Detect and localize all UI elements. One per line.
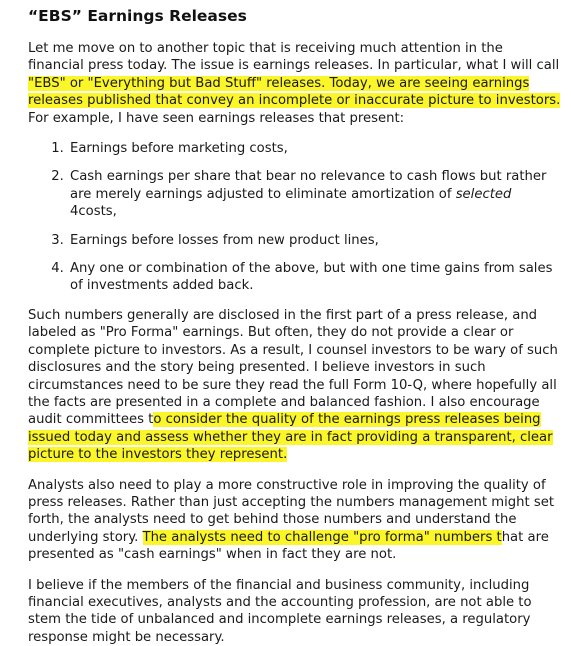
paragraph-intro-tail: For example, I have seen earnings releases that present: <box>28 110 405 126</box>
paragraph-pro-forma <box>28 307 561 464</box>
list-item-text: Earnings before marketing costs, <box>70 141 288 157</box>
paragraph-analysts <box>28 477 561 564</box>
list-item <box>68 232 561 249</box>
list-item <box>68 168 561 220</box>
list-item-text: Cash earnings per share that bear no relevance to cash flows but rather are merely earnings adjusted to eliminate amortization of <box>70 169 547 202</box>
paragraph-intro-text: Let me move on to another topic that is receiving much attention in the financial press today. The issue is earnings releases. In particular, what I will call <box>28 41 560 74</box>
highlighted-text: o consider the quality of the earnings press releases being issued today and assess whether they are in fact providing a transparent, clear picture to the investors they represent. <box>28 412 553 463</box>
list-item-text: Any one or combination of the above, but with one time gains from sales of investments added back. <box>70 261 553 294</box>
section-title: “EBS” Earnings Releases <box>28 7 247 25</box>
list-item-tail: 4costs, <box>70 204 117 220</box>
list-item <box>68 140 561 157</box>
list-item <box>68 260 561 295</box>
paragraph-intro <box>28 40 561 127</box>
list-item-text: Earnings before losses from new product lines, <box>70 232 379 248</box>
paragraph-conclusion: I believe if the members of the financial and business community, including financial executives, analysts and the accounting profession, are not able to stem the tide of unbalanced and incomplete earnings releases, a regulatory response might be necessary. <box>28 577 532 645</box>
earnings-list <box>28 140 561 295</box>
highlighted-text: "EBS" or "Everything but Bad Stuff" releases. Today, we are seeing earnings releases published that convey an incomplete or inaccurate picture to investors. <box>28 75 561 109</box>
paragraph-pro-forma-text: Such numbers generally are disclosed in the first part of a press release, and labeled as "Pro Forma" earnings. But often, they do not provide a clear or complete picture to investors. As a result, I counsel investors to be wary of such disclosures and the story being presented. I believe investors in such circumstances need to be sure they read the full Form 10-Q, where hopefully all the facts are presented in a complete and balanced fashion. I also encourage audit committees t <box>28 307 558 428</box>
list-item-emphasis: selected <box>455 186 512 202</box>
highlighted-text: The analysts need to challenge "pro forma" numbers t <box>142 529 502 545</box>
paragraph-analysts-text: Analysts also need to play a more constructive role in improving the quality of press releases. Rather than just accepting the numbers management might set forth, the analysts need to get behind those numbers and understand the underlying story. <box>28 477 554 545</box>
paragraph-analysts-tail: hat are presented as "cash earnings" when in fact they are not. <box>28 529 549 563</box>
